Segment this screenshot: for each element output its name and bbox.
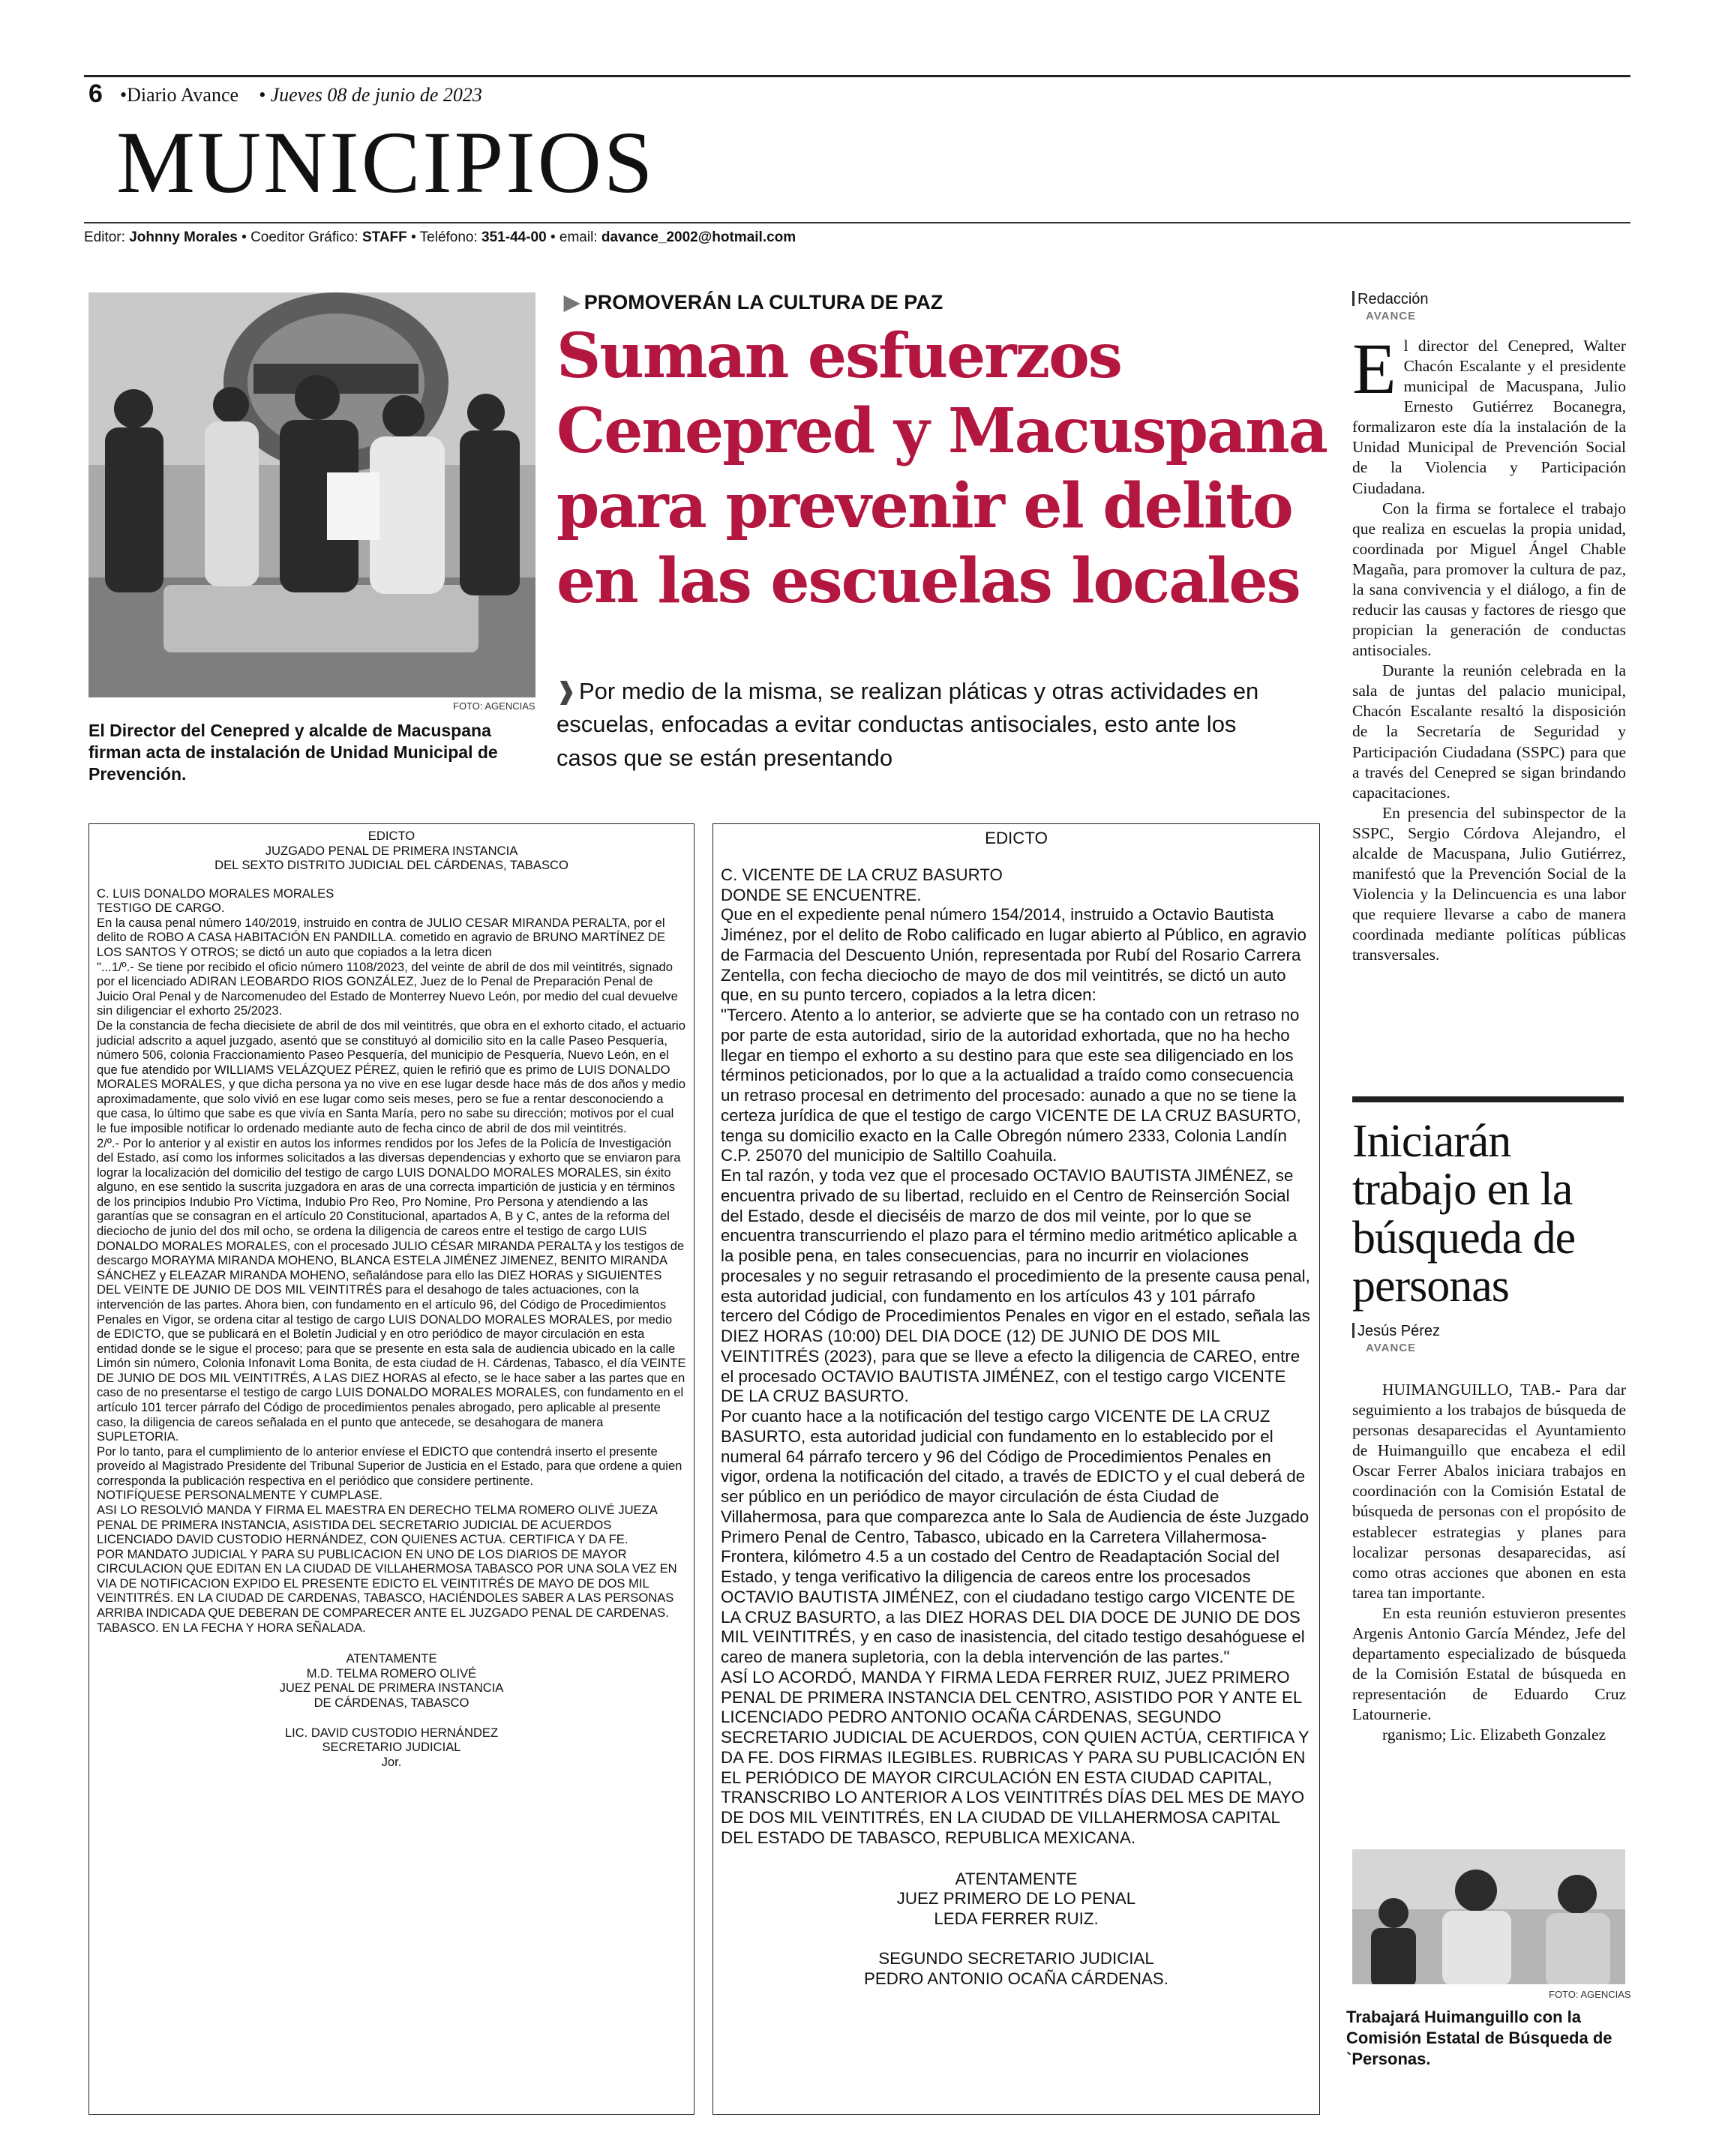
second-story-body bbox=[1352, 1380, 1626, 1745]
photo-credit: FOTO: AGENCIAS bbox=[453, 700, 536, 712]
signature-line: DE CÁRDENAS, TABASCO bbox=[314, 1695, 470, 1710]
story-kicker bbox=[564, 291, 943, 314]
legal-notice-right bbox=[712, 823, 1320, 2115]
byline-org: AVANCE bbox=[1366, 1342, 1417, 1354]
notice-addressee-role: DONDE SE ENCUENTRE. bbox=[721, 885, 922, 904]
signature-line: M.D. TELMA ROMERO OLIVÉ bbox=[306, 1666, 477, 1681]
byline-author: Jesús Pérez bbox=[1358, 1323, 1441, 1339]
byline-org: AVANCE bbox=[1366, 310, 1417, 322]
paragraph: Durante la reunión celebrada en la sala de juntas del palacio municipal, Chacón Escalante resaltó la disposición de la Secretaría de Seguridad y Participación Ciudadana (SSPC) para que a través del Cenepred se sigan brindando capacitaciones. bbox=[1352, 661, 1626, 802]
chevron-icon: ❱ bbox=[556, 678, 576, 704]
signature-line: LIC. DAVID CUSTODIO HERNÁNDEZ bbox=[284, 1725, 499, 1740]
main-byline bbox=[1352, 291, 1429, 322]
notice-paragraph: En la causa penal número 140/2019, instruido en contra de JULIO CESAR MIRANDA PERALTA, por el delito de ROBO A CASA HABITACIÓN EN PANDILLA. cometido en agravio de BRUNO MARTÍNEZ DE LOS SANTOS Y OTROS; se dictó un auto que copiados a la letra dicen bbox=[97, 915, 666, 960]
notice-paragraph: Que en el expediente penal número 154/2014, instruido a Octavio Bautista Jiménez, por el delito de Robo calificado en lugar abierto al Público, en agravio de Farmacia del Descuento Unión, representada por Rubí del Rosario Carrera Zentella, con fecha dieciocho de mayo de dos mil veintitrés, se dictó un auto que, en su punto tercero, copiados a la letra dicen: bbox=[721, 905, 1306, 1005]
notice-paragraph: "...1/º.- Se tiene por recibido el oficio número 1108/2023, del veinte de abril de dos mil veintitrés, signado por el licenciado ADIRAN LEOBARDO RIOS GONZÁLEZ, Juez de lo Penal de Preparación Penal de Juicio Oral Penal y de Narcomenudeo del Estado de Monterrey Nuevo León, por medio del cual devuelve sin diligenciar el exhorto 25/2023. bbox=[97, 959, 678, 1018]
coeditor-name: STAFF bbox=[362, 229, 407, 245]
photo-caption: El Director del Cenepred y alcalde de Macuspana firman acta de instalación de Unidad Municipal de Prevención. bbox=[88, 721, 498, 784]
notice-paragraph: POR MANDATO JUDICIAL Y PARA SU PUBLICACION EN UNO DE LOS DIARIOS DE MAYOR CIRCULACION QUE EDITAN EN LA CIUDAD DE VILLAHERMOSA TABASCO POR UNA SOLA VEZ EN VIA DE NOTIFICACION EXPIDO EL PRESENTE EDICTO EL VEINTITRÉS DE MAYO DE DOS MIL VEINTITRÉS. EN LA CIUDAD DE CARDENAS, TABASCO, HACIÉNDOLES SABER A LAS PERSONAS ARRIBA INDICADA QUE DEBERAN DE COMPARECER ANTE EL JUZGADO PENAL DE CARDENAS. TABASCO. EN LA FECHA Y HORA SEÑALADA. bbox=[97, 1546, 677, 1635]
editor-name: Johnny Morales bbox=[129, 229, 238, 245]
paragraph: rganismo; Lic. Elizabeth Gonzalez bbox=[1382, 1726, 1606, 1744]
notice-addressee: C. VICENTE DE LA CRUZ BASURTO bbox=[721, 865, 1003, 884]
story-deck bbox=[556, 675, 1288, 775]
signature-line: JUEZ PRIMERO DE LO PENAL bbox=[896, 1889, 1136, 1909]
notice-title: EDICTO bbox=[368, 829, 416, 843]
kicker-text: PROMOVERÁN LA CULTURA DE PAZ bbox=[584, 291, 944, 313]
notice-paragraph: 2/º.- Por lo anterior y al existir en autos los informes rendidos por los Jefes de la Policía de Investigación del Estado, así como los informes solicitados a las diversas dependencias y exhorto que se enviaron para lograr la localización del domicilio del testigo de cargo LUIS DONALDO MORALES MORALES, sin éxito alguno, en ese sentido la suscrita juzgadora en aras de una correcta impartición de justicia y en términos de los principios Indubio Pro Víctima, Indubio Pro Reo, Pro Nomine, Pro Persona y atendiendo a las garantías que se consagran en el artículo 20 Constitucional, apartados A, B y C, antes de la reforma del dieciocho de junio del dos mil ocho, se ordena la diligencia de careos entre el testigo de cargo LUIS DONALDO MORALES MORALES, con el procesado JULIO CÉSAR MIRANDA PERALTA y los testigos de descargo MORAYMA MIRANDA MOHENO, BLANCA ESTELA JIMÉNEZ JIMENEZ, BENITO MIRANDA SÁNCHEZ y ELEAZAR MIRANDA MOHENO, señalándose para ello las DIEZ HORAS y SIGUIENTES DEL VEINTE DE JUNIO DE DOS MIL VEINTITRÉS para el desahogo de tales actuaciones, con la intervención de las partes. Ahora bien, con fundamento en el artículo 96, del Código de Procedimientos Penales en Vigor, se ordena citar al testigo de cargo LUIS DONALDO MORALES MORALES, por medio de EDICTO, que se publicará en el Boletín Judicial y en otro periódico de mayor circulación en esta entidad donde se le sigue el proceso; para que se presente en esta sala de audiencia ubicado en la calle Limón sin número, Colonia Infonavit Loma Bonita, de esta ciudad de H. Cárdenas, Tabasco, el día VEINTE DE JUNIO DE DOS MIL VEINTITRÉS, A LAS DIEZ HORAS al efecto, se le hace saber a las partes que en caso de no presentarse el testigo de cargo LUIS DONALDO MORALES MORALES, con fundamento en el artículo 101 tercer párrafo del Código de procedimientos penales abrogado, pero aplicable al presente caso, la diligencia de careos señalada en el punto que antecede, se desahogara de manera SUPLETORIA. bbox=[97, 1135, 686, 1444]
section-divider bbox=[1352, 1096, 1624, 1102]
photo-credit: FOTO: AGENCIAS bbox=[1549, 1989, 1631, 2000]
section-title: MUNICIPIOS bbox=[116, 113, 656, 211]
notice-addressee: C. LUIS DONALDO MORALES MORALES bbox=[97, 886, 334, 901]
signature-line: ATENTAMENTE bbox=[955, 1869, 1078, 1888]
byline-bar bbox=[1352, 291, 1354, 306]
notice-district: DEL SEXTO DISTRITO JUDICIAL DEL CÁRDENAS, TABASCO bbox=[214, 858, 568, 873]
signature-line: PEDRO ANTONIO OCAÑA CÁRDENAS. bbox=[864, 1969, 1168, 1988]
drop-cap: E bbox=[1352, 328, 1396, 409]
phone-label: • Teléfono: bbox=[411, 229, 478, 245]
deck-text: Por medio de la misma, se realizan pláticas y otras actividades en escuelas, enfocadas a evitar conductas antisociales, esto ante los casos que se están presentando bbox=[556, 678, 1259, 771]
page-number: 6 bbox=[88, 79, 103, 108]
coeditor-label: • Coeditor Gráfico: bbox=[242, 229, 358, 245]
signature-line: SEGUNDO SECRETARIO JUDICIAL bbox=[878, 1948, 1154, 1968]
email-address: davance_2002@hotmail.com bbox=[601, 229, 796, 245]
second-headline: Iniciarán trabajo en la búsqueda de personas bbox=[1352, 1116, 1576, 1312]
second-story-photo bbox=[1352, 1849, 1625, 1984]
issue-date: • Jueves 08 de junio de 2023 bbox=[259, 84, 482, 106]
newspaper-name: •Diario Avance bbox=[120, 84, 239, 106]
signature-line: Jor. bbox=[381, 1754, 402, 1769]
notice-title: EDICTO bbox=[985, 829, 1048, 847]
signature-line: JUEZ PENAL DE PRIMERA INSTANCIA bbox=[279, 1681, 504, 1696]
signature-line: SECRETARIO JUDICIAL bbox=[322, 1740, 461, 1755]
notice-paragraph: En tal razón, y toda vez que el procesado OCTAVIO BAUTISTA JIMÉNEZ, se encuentra privado de su libertad, recluido en el Centro de Reinserción Social del Estado, desde el dieciséis de marzo de dos mil veinte, por lo que se encuentra transcurriendo el plazo para el término medio aritmético aplicable a la posible pena, en tales consecuencias, para no incurrir en violaciones procesales y no seguir retrasando el procedimiento de la presente causa penal, esta autoridad judicial, con fundamento en los artículos 43 y 101 párrafo tercero del Código de Procedimientos Penales en vigor en el estado, señala las DIEZ HORAS (10:00) DEL DIA DOCE (12) DE JUNIO DE DOS MIL VEINTITRÉS (2023), para que se lleve a efecto la diligencia de CAREO, entre el procesado OCTAVIO BAUTISTA JIMÉNEZ, con el testigo cargo VICENTE DE LA CRUZ BASURTO. bbox=[721, 1166, 1310, 1406]
notice-paragraph: "Tercero. Atento a lo anterior, se advierte que se ha contado con un retraso no por parte de esta autoridad, sirio de la autoridad exhortada, que no ha hecho llegar en tiempo el exhorto a su destino para que este sea diligenciado en los términos peticionados, por lo que a la actualidad a traído como consecuencia un retraso procesal en detrimento del procesado: aunado a que no se tiene la certeza jurídica de que el testigo de cargo VICENTE DE LA CRUZ BASURTO, tenga su domicilio exacto en la Calle Obregón número 2333, Colonia Landín C.P. 25070 del municipio de Saltillo Coahuila. bbox=[721, 1006, 1301, 1165]
header-rule bbox=[84, 75, 1630, 77]
byline-author: Redacción bbox=[1358, 291, 1429, 307]
byline-bar bbox=[1352, 1323, 1354, 1338]
second-byline bbox=[1352, 1323, 1440, 1354]
notice-addressee-role: TESTIGO DE CARGO. bbox=[97, 901, 225, 916]
paragraph: Con la firma se fortalece el trabajo que realiza en escuelas la propia unidad, coordinada por Miguel Ángel Chable Magaña, para promover la cultura de paz, la sana convivencia y el diálogo, a fin de reducir las causas y factores de riesgo que propician la generación de conductas antisociales. bbox=[1352, 499, 1626, 660]
notice-paragraph: ASI LO RESOLVIÓ MANDA Y FIRMA EL MAESTRA EN DERECHO TELMA ROMERO OLIVÉ JUEZA PENAL DE PRIMERA INSTANCIA, ASISTIDA DEL SECRETARIO JUDICIAL DE ACUERDOS LICENCIADO DAVID CUSTODIO HERNÁNDEZ, CON QUIENES ACTUA. CERTIFICA Y DA FE. bbox=[97, 1503, 657, 1547]
signature-line: ATENTAMENTE bbox=[346, 1651, 437, 1666]
play-triangle-icon: ▶ bbox=[564, 291, 580, 313]
photo-caption: Trabajará Huimanguillo con la Comisión Estatal de Búsqueda de `Personas. bbox=[1346, 2008, 1612, 2068]
paragraph: l director del Cenepred, Walter Chacón Escalante y el presidente municipal de Macuspana, Julio Ernesto Gutiérrez Bocanegra, formalizaron este día la instalación de la Unidad Municipal de Prevención Social de la Violencia y Participación Ciudadana. bbox=[1352, 337, 1626, 497]
notice-court: JUZGADO PENAL DE PRIMERA INSTANCIA bbox=[265, 843, 518, 858]
main-headline: Suman esfuerzos Cenepred y Macuspana para prevenir el delito en las escuelas locales bbox=[556, 320, 1327, 618]
notice-paragraph: Por lo tanto, para el cumplimiento de lo anterior envíese el EDICTO que contendrá inserto el presente proveído al Magistrado Presidente del Tribunal Superior de Justicia en el Estado, para que ordene a quien corresponda la publicación respectiva en el periódico que considere pertinente. bbox=[97, 1444, 682, 1488]
notice-paragraph: NOTIFÍQUESE PERSONALMENTE Y CUMPLASE. bbox=[97, 1488, 383, 1503]
legal-notice-left bbox=[88, 823, 694, 2115]
signature-line: LEDA FERRER RUIZ. bbox=[934, 1909, 1099, 1928]
notice-paragraph: De la constancia de fecha diecisiete de abril de dos mil veintitrés, que obra en el exhorto citado, el actuario judicial adscrito a aquel juzgado, asentó que se constituyó al domicilio sito en la calle Paseo Pesquería, número 506, colonia Fraccionamiento Paseo Pesquería, del municipio de Pesquería, Nuevo León, en el que fue atendido por WILLIAMS VELÁZQUEZ PÉREZ, quien le refirió que es primo de LUIS DONALDO MORALES MORALES, y que dicha persona ya no vive en ese lugar desde hace más de dos años y medio aproximadamente, que solo vivió en ese lugar como seis meses, pero se fue a rentar desconociendo a que casa, lo último que sabe es que vivía en Santa María, pero no sabe su dirección; motivos por el cual le fue imposible notificar lo ordenado mediante auto de fecha cinco de abril de dos mil veintitrés. bbox=[97, 1018, 686, 1135]
paragraph: En esta reunión estuvieron presentes Argenis Antonio García Méndez, Jefe del departamento especializado de búsqueda de la Comisión Estatal de búsqueda en representación de Eduardo Cruz Latournerie. bbox=[1352, 1603, 1626, 1724]
email-label: • email: bbox=[550, 229, 598, 245]
paragraph: HUIMANGUILLO, TAB.- Para dar seguimiento a los trabajos de búsqueda de personas desaparecidas el Ayuntamiento de Huimanguillo que encabeza el edil Oscar Ferrer Abalos iniciara trabajos en coordinación con la Comisión Estatal de búsqueda de personas con el propósito de establecer estrategias y planes para localizar personas desaparecidas, así como otras acciones que abonen en esta tarea tan importante. bbox=[1352, 1381, 1626, 1602]
paragraph: En presencia del subinspector de la SSPC, Sergio Córdova Alejandro, el alcalde de Macuspana, Julio Gutiérrez, manifestó que la Prevención Social de la Violencia y la Delincuencia es una labor que requiere llevarse a cabo de manera coordinada mediante políticas públicas transversales. bbox=[1352, 803, 1626, 964]
main-story-photo bbox=[88, 292, 536, 697]
notice-paragraph: Por cuanto hace a la notificación del testigo cargo VICENTE DE LA CRUZ BASURTO, esta autoridad judicial con fundamento en lo establecido por el numeral 64 párrafo tercero y 96 del Código de Procedimientos Penales en vigor, ordena la notificación del citado, a través de EDICTO y el cual deberá de ser público en un periódico de mayor circulación de ésta Ciudad de Villahermosa, para que comparezca ante lo Sala de Audiencia de éste Juzgado Primero Penal de Centro, Tabasco, ubicado en la Carretera Villahermosa-Frontera, kilómetro 4.5 a un costado del Centro de Readaptación Social del Estado, y tenga verificativo la diligencia de careos entre los procesados OCTAVIO BAUTISTA JIMÉNEZ, con el ciudadano testigo cargo VICENTE DE LA CRUZ BASURTO, a las DIEZ HORAS DEL DIA DOCE DE JUNIO DE DOS MIL VEINTITRÉS, y en caso de inasistencia, del citado testigo desahóguese el careo de manera supletoria, con la debla intervención de las partes." bbox=[721, 1407, 1310, 1666]
editor-credits bbox=[84, 222, 1630, 246]
editor-label: Editor: bbox=[84, 229, 125, 245]
notice-paragraph: ASÍ LO ACORDÓ, MANDA Y FIRMA LEDA FERRER RUIZ, JUEZ PRIMERO PENAL DE PRIMERA INSTANCIA DEL CENTRO, ASISTIDO POR Y ANTE EL LICENCIADO PEDRO ANTONIO OCAÑA CÁRDENAS, SEGUNDO SECRETARIO JUDICIAL DE ACUERDOS, CON QUIEN ACTÚA, CERTIFICA Y DA FE. DOS FIRMAS ILEGIBLES. RUBRICAS Y PARA SU PUBLICACIÓN EN EL PERIÓDICO DE MAYOR CIRCULACIÓN EN ESTA CIUDAD CAPITAL, TRANSCRIBO LO ANTERIOR A LOS VEINTITRÉS DÍAS DEL MES DE MAYO DE DOS MIL VEINTITRÉS, EN LA CIUDAD DE VILLAHERMOSA CAPITAL DEL ESTADO DE TABASCO, REPUBLICA MEXICANA. bbox=[721, 1667, 1310, 1847]
phone-number: 351-44-00 bbox=[482, 229, 547, 245]
main-story-body bbox=[1352, 328, 1626, 965]
